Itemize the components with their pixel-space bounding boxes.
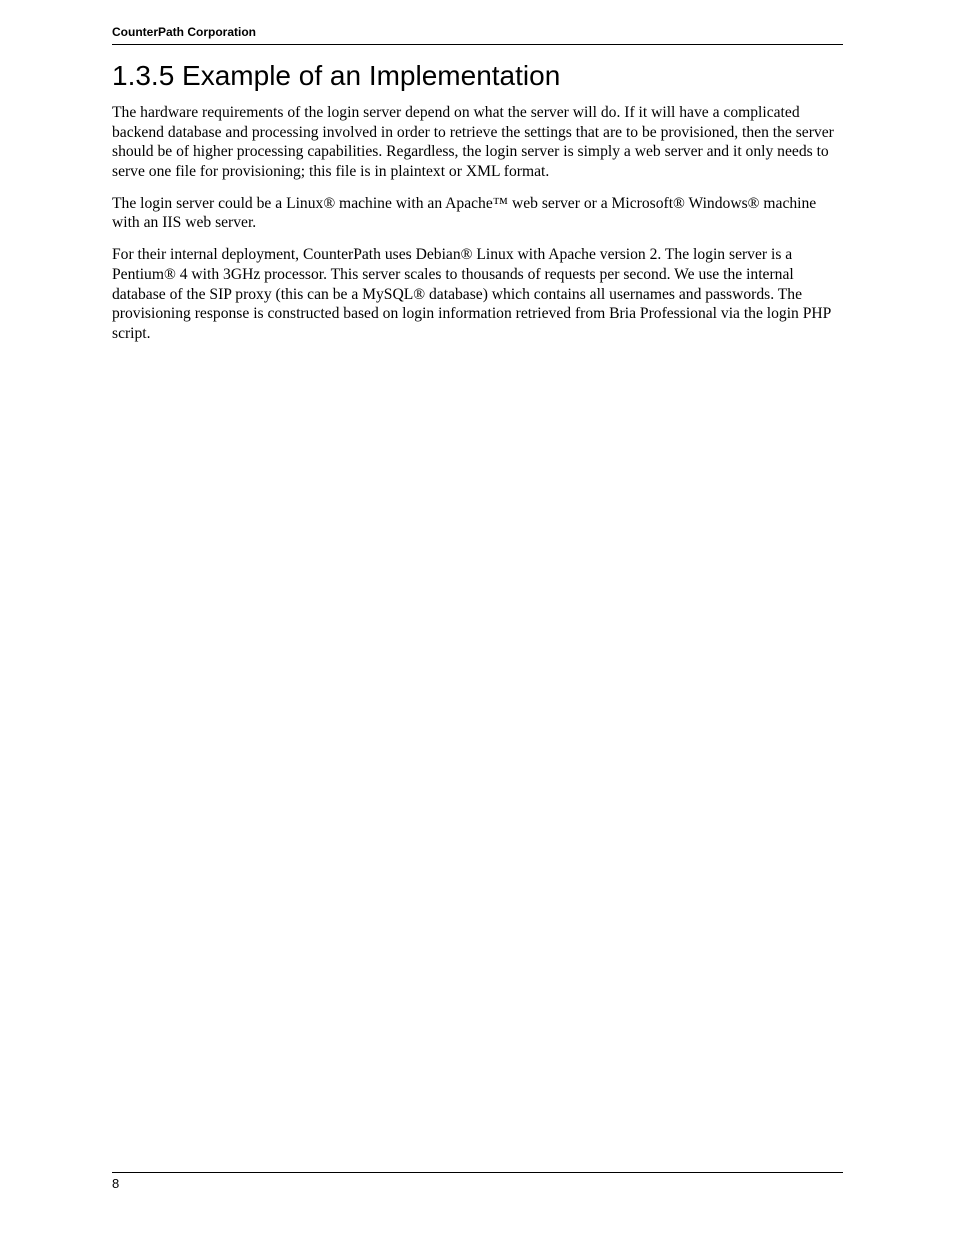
running-header: CounterPath Corporation bbox=[112, 25, 256, 39]
header-divider bbox=[112, 44, 843, 45]
paragraph-internal-deployment: For their internal deployment, CounterPath uses Debian® Linux with Apache version 2. The login server is a Pentium® 4 with 3GHz processor. This server scales to thousands of requests per second. We use the internal database of the SIP proxy (this can be a MySQL® database) which contains all usernames and passwords. The provisioning response is constructed based on login information retrieved from Bria Professional via the login PHP script. bbox=[112, 246, 831, 342]
section-heading: 1.3.5 Example of an Implementation bbox=[112, 60, 561, 91]
page-number: 8 bbox=[112, 1176, 120, 1191]
footer-divider bbox=[112, 1172, 843, 1173]
paragraph-hardware-requirements: The hardware requirements of the login server depend on what the server will do. If it will have a complicated backend database and processing involved in order to retrieve the settings that are to be provisioned, then the server should be of higher processing capabilities. Regardless, the login server is simply a web server and it only needs to serve one file for provisioning; this file is in plaintext or XML format. bbox=[112, 104, 834, 180]
section-body bbox=[112, 103, 843, 356]
paragraph-server-platforms: The login server could be a Linux® machine with an Apache™ web server or a Microsoft® Windows® machine with an IIS web server. bbox=[112, 194, 817, 232]
